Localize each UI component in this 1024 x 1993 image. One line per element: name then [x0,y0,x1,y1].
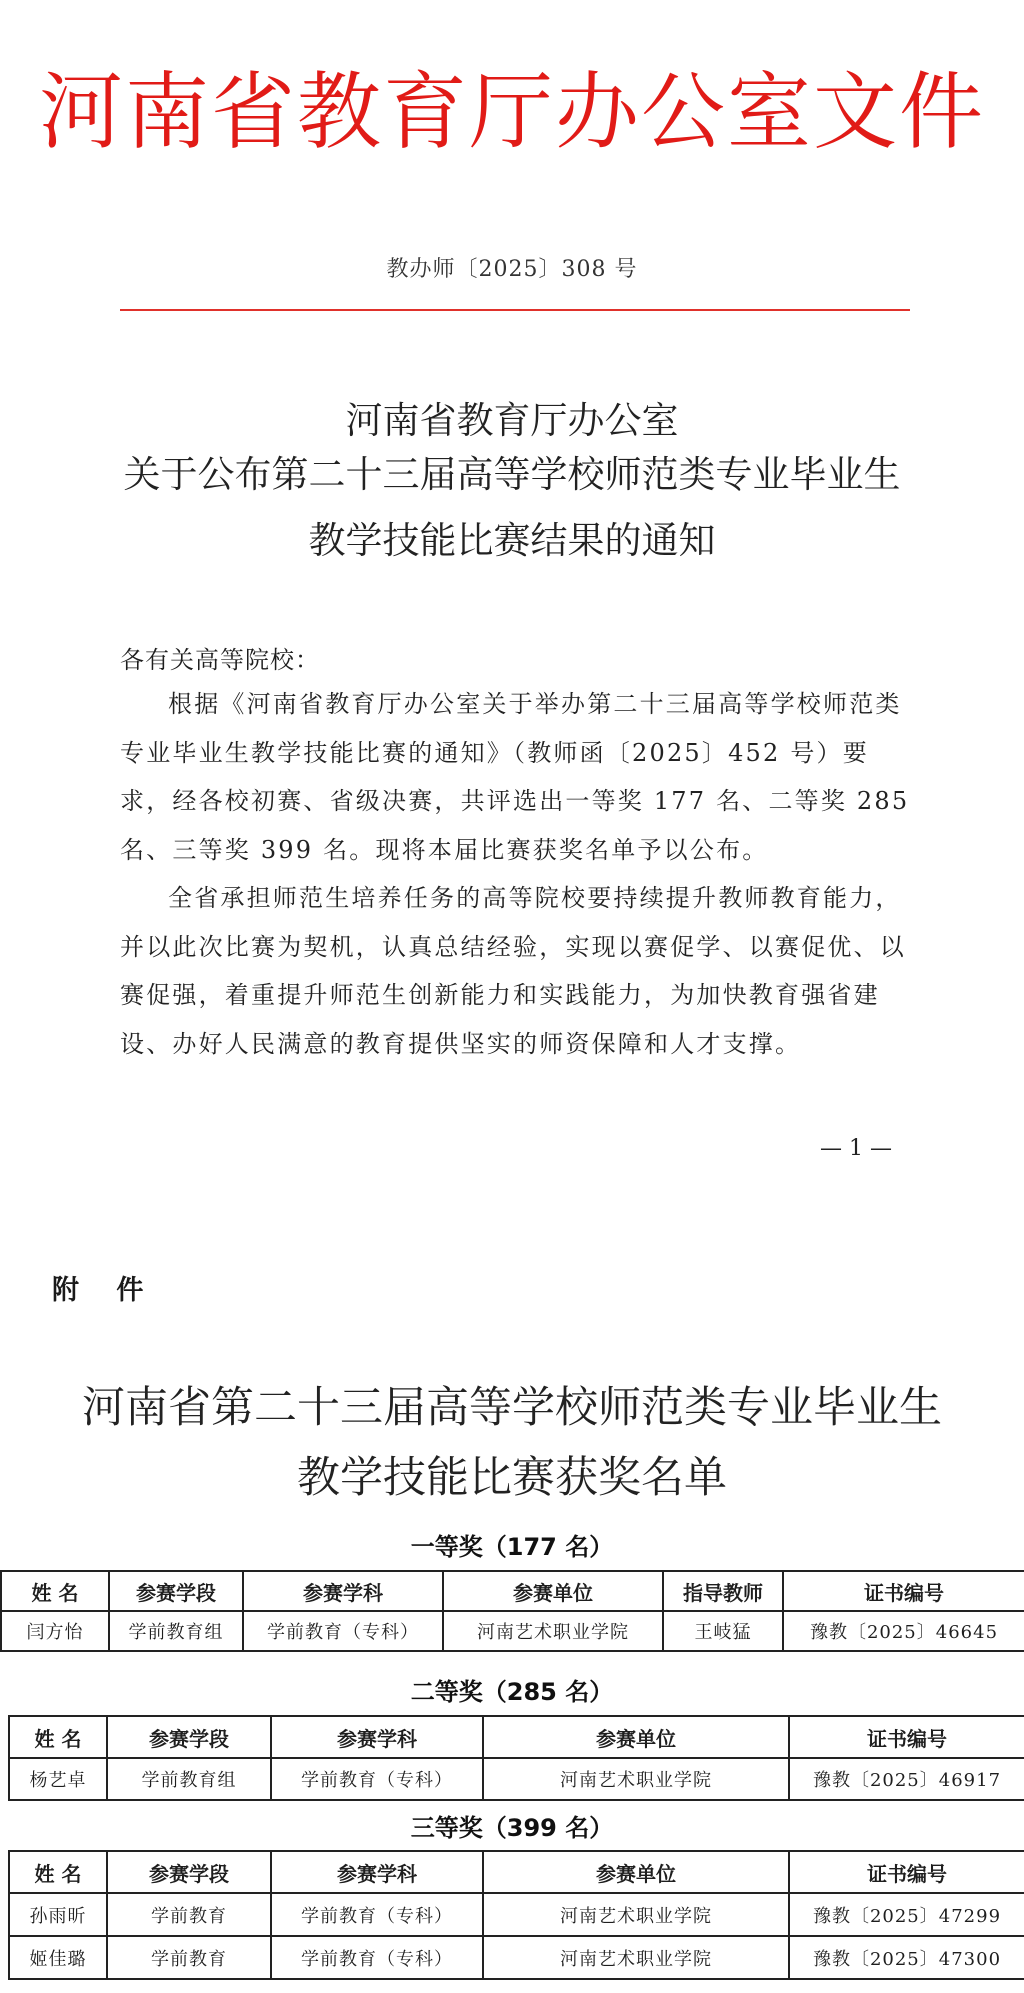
cell-name: 杨艺卓 [9,1758,107,1800]
column-header: 姓 名 [1,1571,109,1611]
cell-stage: 学前教育组 [107,1758,271,1800]
column-header: 参赛学段 [107,1851,271,1893]
cell-advisor: 王岐猛 [663,1611,783,1651]
second-prize-heading: 二等奖（285 名） [410,1678,614,1706]
notice-title-line-2: 关于公布第二十三届高等学校师范类专业毕业生 [123,453,901,496]
table-row [9,1758,1024,1800]
salutation: 各有关高等院校： [120,646,320,674]
cell-subject: 学前教育（专科） [271,1758,483,1800]
second-prize-table [8,1715,1024,1801]
table-header-row [9,1716,1024,1758]
column-header: 证书编号 [789,1851,1024,1893]
first-prize-heading: 一等奖（177 名） [410,1533,614,1561]
cell-name: 姬佳璐 [9,1936,107,1979]
attachment-title-line-2: 教学技能比赛获奖名单 [297,1453,727,1503]
column-header: 指导教师 [663,1571,783,1611]
first-prize-table [0,1570,1024,1652]
column-header: 参赛单位 [483,1716,789,1758]
column-header: 参赛学段 [109,1571,243,1611]
attachment-title-line-1: 河南省第二十三届高等学校师范类专业毕业生 [82,1383,942,1433]
third-prize-table [8,1850,1024,1980]
cell-name: 闫方怡 [1,1611,109,1651]
cell-subject: 学前教育（专科） [271,1893,483,1936]
red-divider-line [120,309,910,311]
column-header: 证书编号 [783,1571,1024,1611]
column-header: 参赛单位 [483,1851,789,1893]
cell-subject: 学前教育（专科） [271,1936,483,1979]
column-header: 证书编号 [789,1716,1024,1758]
column-header: 姓 名 [9,1851,107,1893]
cell-certificate: 豫教〔2025〕47299 [789,1893,1024,1936]
cell-certificate: 豫教〔2025〕46645 [783,1611,1024,1651]
table-header-row [1,1571,1024,1611]
cell-unit: 河南艺术职业学院 [483,1758,789,1800]
document-banner-title: 河南省教育厅办公室文件 [38,63,985,161]
cell-name: 孙雨昕 [9,1893,107,1936]
cell-unit: 河南艺术职业学院 [483,1893,789,1936]
cell-subject: 学前教育（专科） [243,1611,443,1651]
cell-unit: 河南艺术职业学院 [483,1936,789,1979]
third-prize-heading: 三等奖（399 名） [410,1814,614,1842]
notice-title-line-1: 河南省教育厅办公室 [345,399,679,442]
column-header: 参赛学科 [243,1571,443,1611]
cell-stage: 学前教育组 [109,1611,243,1651]
notice-paragraph-1: 根据《河南省教育厅办公室关于举办第二十三届高等学校师范类专业毕业生教学技能比赛的通知》（教师函〔2025〕452 号）要求，经各校初赛、省级决赛，共评选出一等奖 177 名、二等奖 285 名、三等奖 399 名。现将本届比赛获奖名单予以公布。 [120,690,910,864]
table-header-row [9,1851,1024,1893]
column-header: 姓 名 [9,1716,107,1758]
notice-body [120,680,910,1068]
attachment-label: 附 件 [52,1275,158,1306]
cell-stage: 学前教育 [107,1893,271,1936]
column-header: 参赛单位 [443,1571,663,1611]
cell-unit: 河南艺术职业学院 [443,1611,663,1651]
table-row [1,1611,1024,1651]
column-header: 参赛学段 [107,1716,271,1758]
table-row [9,1936,1024,1979]
page-number: — 1 — [820,1136,892,1161]
cell-certificate: 豫教〔2025〕47300 [789,1936,1024,1979]
cell-certificate: 豫教〔2025〕46917 [789,1758,1024,1800]
table-row [9,1893,1024,1936]
column-header: 参赛学科 [271,1716,483,1758]
document-number: 教办师〔2025〕308 号 [386,257,638,282]
cell-stage: 学前教育 [107,1936,271,1979]
notice-paragraph-2: 全省承担师范生培养任务的高等院校要持续提升教师教育能力，并以此次比赛为契机，认真总结经验，实现以赛促学、以赛促优、以赛促强，着重提升师范生创新能力和实践能力，为加快教育强省建设、办好人民满意的教育提供坚实的师资保障和人才支撑。 [120,884,906,1058]
column-header: 参赛学科 [271,1851,483,1893]
notice-title-line-3: 教学技能比赛结果的通知 [308,519,716,562]
